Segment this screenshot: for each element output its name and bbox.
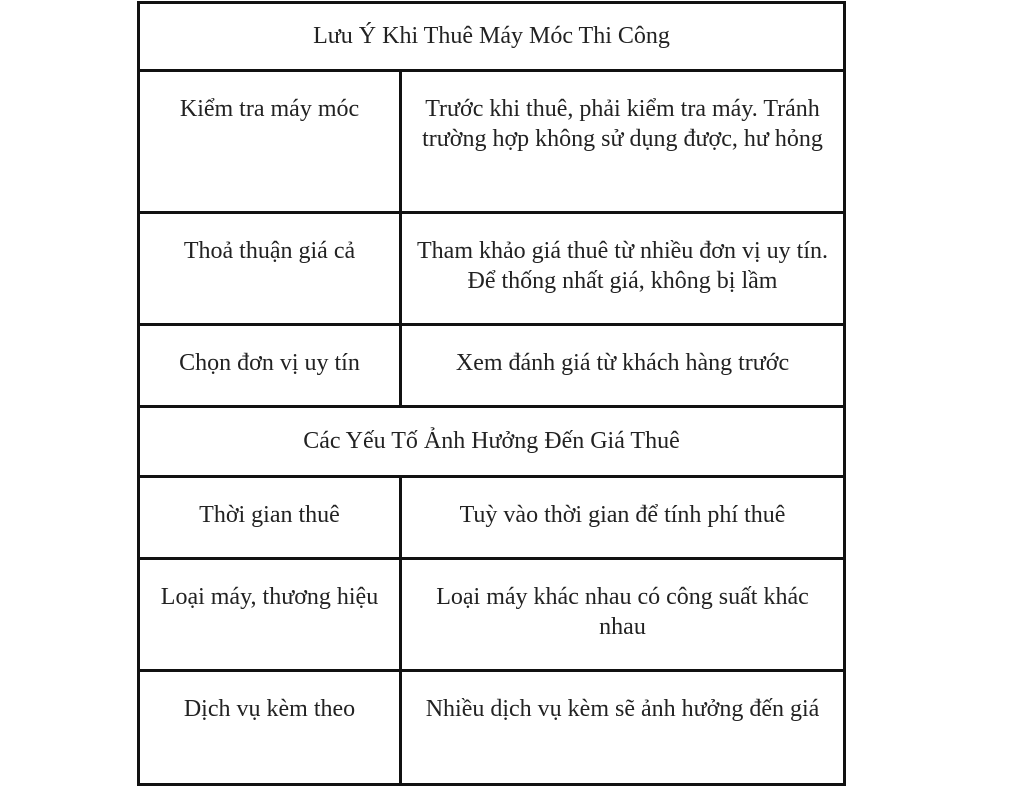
row-label: Chọn đơn vị uy tín bbox=[140, 326, 402, 405]
table-row bbox=[140, 72, 843, 214]
table-row bbox=[140, 214, 843, 326]
row-description: Tham khảo giá thuê từ nhiều đơn vị uy tín. Để thống nhất giá, không bị lầm bbox=[417, 238, 828, 294]
row-description: Loại máy khác nhau có công suất khác nhau bbox=[436, 584, 809, 640]
table-row bbox=[140, 560, 843, 672]
row-description: Trước khi thuê, phải kiểm tra máy. Tránh trường hợp không sử dụng được, hư hỏng bbox=[422, 96, 823, 152]
row-description: Xem đánh giá từ khách hàng trước bbox=[455, 350, 790, 376]
table-row bbox=[140, 478, 843, 560]
info-table bbox=[137, 1, 846, 786]
section-title-rental-notes: Lưu Ý Khi Thuê Máy Móc Thi Công bbox=[140, 4, 843, 72]
table-row bbox=[140, 672, 843, 783]
table-row bbox=[140, 326, 843, 408]
row-label: Kiểm tra máy móc bbox=[140, 72, 402, 211]
row-label: Thoả thuận giá cả bbox=[140, 214, 402, 323]
row-label: Loại máy, thương hiệu bbox=[140, 560, 402, 669]
row-label: Thời gian thuê bbox=[140, 478, 402, 557]
section-title-price-factors: Các Yếu Tố Ảnh Hưởng Đến Giá Thuê bbox=[140, 408, 843, 478]
row-description: Nhiều dịch vụ kèm sẽ ảnh hưởng đến giá bbox=[425, 696, 820, 722]
row-label: Dịch vụ kèm theo bbox=[140, 672, 402, 783]
row-description: Tuỳ vào thời gian để tính phí thuê bbox=[459, 502, 786, 528]
